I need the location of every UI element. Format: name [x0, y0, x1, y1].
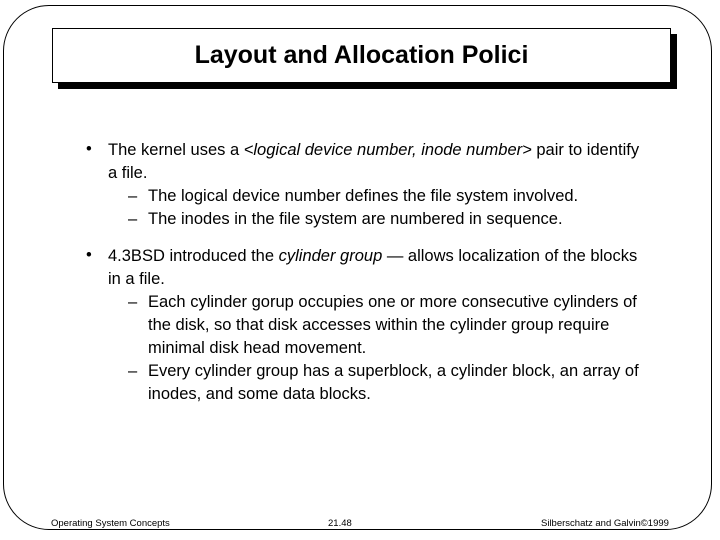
footer-book-title: Operating System Concepts: [51, 518, 170, 529]
bullet-text: [108, 139, 646, 185]
sub-bullet-text: The logical device number defines the file system involved.: [148, 187, 579, 205]
bullet-text: [108, 245, 646, 291]
sub-bullet-list: [108, 185, 646, 231]
bullet-text-segment: pair to identify a file.: [108, 141, 640, 182]
slide-content: [86, 139, 646, 420]
sub-bullet-mark: –: [128, 293, 138, 311]
footer-page-number: 21.48: [328, 518, 352, 529]
bullet-mark: •: [86, 246, 92, 264]
sub-bullet-mark: –: [128, 187, 138, 205]
sub-bullet-item: [108, 208, 646, 231]
bullet-text-segment: The kernel uses a: [108, 141, 244, 159]
bullet-text-segment: — allows localization of the blocks in a file.: [108, 247, 638, 288]
sub-bullet-item: [108, 185, 646, 208]
sub-bullet-mark: –: [128, 362, 138, 380]
bullet-item: [86, 139, 646, 231]
sub-bullet-text: Every cylinder group has a superblock, a cylinder block, an array of inodes, and some data blocks.: [148, 362, 639, 403]
bullet-mark: •: [86, 140, 92, 158]
footer-copyright: Silberschatz and Galvin©1999: [541, 518, 669, 529]
sub-bullet-list: [108, 291, 646, 406]
slide-title: Layout and Allocation Polici: [194, 41, 529, 69]
bullet-text-italic: <logical device number, inode number>: [243, 141, 532, 159]
sub-bullet-text: Each cylinder gorup occupies one or more consecutive cylinders of the disk, so that disk accesses within the cylinder group require minimal disk head movement.: [148, 293, 637, 357]
sub-bullet-text: The inodes in the file system are numbered in sequence.: [148, 210, 563, 228]
bullet-text-italic: cylinder group: [278, 247, 383, 265]
sub-bullet-item: [108, 360, 646, 406]
sub-bullet-item: [108, 291, 646, 360]
sub-bullet-mark: –: [128, 210, 138, 228]
title-box: [52, 28, 671, 83]
bullet-text-segment: 4.3BSD introduced the: [108, 247, 279, 265]
bullet-item: [86, 245, 646, 406]
